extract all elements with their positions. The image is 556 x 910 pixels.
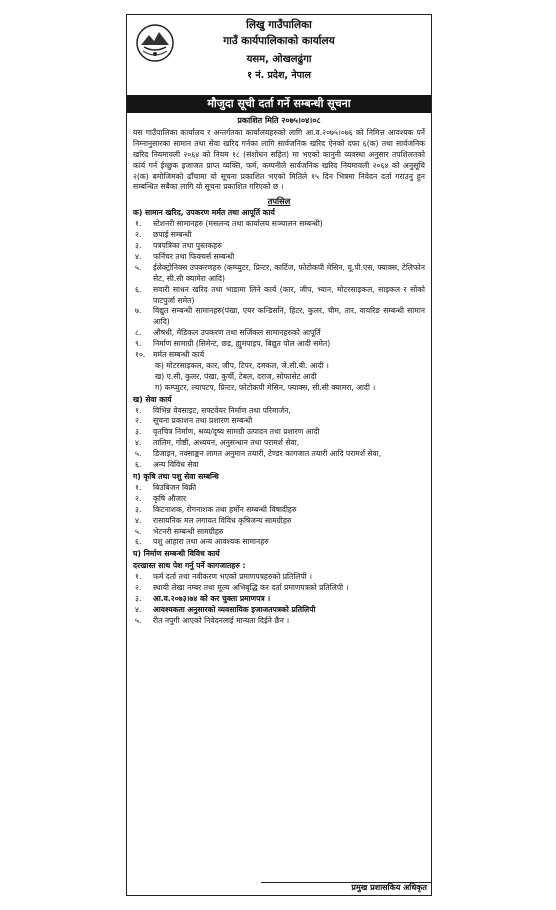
list-item [133,285,425,307]
list-item [133,449,425,460]
list-item-text: पशु आहारा तथा अन्य आवश्यक सामानहरु [153,537,269,547]
list-item-text: सवारी साधन खरिद तथा भाडामा लिने कार्य (कार, जीप, भ्यान, मोटरसाइकल, साइकल र सोको पाटपुर्जा समेत) [153,284,425,305]
section-kha-list [133,406,425,471]
list-item [133,230,425,241]
list-item [133,306,425,328]
list-item-text: आवश्यकता अनुसारको व्यवसायिक इजाजतपत्रको प्रतिलिपी [153,604,316,614]
list-item [133,537,425,548]
list-item [133,616,425,627]
list-item-number: ३. [135,240,142,250]
list-item [133,406,425,417]
list-item [133,594,425,605]
list-item-number: ४. [135,604,142,614]
list-item-number: ४. [135,438,142,448]
list-item-number: १०. [135,350,146,360]
intro-paragraph: यस गाउँपालिका कार्यालय र अन्तर्गतका कार्यालयहरुको लागि आ.व.२०७५।०७६ को निमित्त आवश्यक पर्ने निम्नानुसारका सामान तथा सेवा खरिद गर्नका लागि सार्वजनिक खरिद ऐनको दफा ६(क) तथा सार्वजनिक खरिद नियमावली २०६४ को नियम १८ (संशोधन सहित) मा भएको कानुनी व्यवस्था अनुसार तपशिलतको कार्य गर्न ईच्छुक इजाजत प्राप्त व्यक्ति, फर्म, कम्पनीले सार्वजनिक खरिद नियमावली २०६४ को अनुसूचि २(क) बमोजिमको ढाँचामा यो सूचना प्रकाशित भएको मितिले १५ दिन भित्रमा निवेदन दर्ता गराउनु हुन सम्बन्धित सबैका लागि यो सूचना प्रकाशित गरिएको छ । [133,127,425,192]
list-item-number: ५. [135,526,142,536]
header-office: गाउँ कार्यपालिकाको कार्यालय [223,35,335,47]
list-item-text: रासायनिक मल लगायत विविध कृषिजन्य सामग्रीहरु [153,515,292,525]
list-item [133,350,425,361]
list-item [133,527,425,538]
public-notice [126,14,432,896]
section-gha-heading: घ) निर्माण सम्बन्धी विविध कार्य [133,549,220,559]
list-item-text: वृतचित्र निर्माण, श्रव्य/दृष्य सामग्री उत्पादन तथा प्रशारण आदी [153,427,320,437]
list-item-number: १. [135,405,142,415]
list-subitem-text: ग) कम्प्युटर, ल्यापटप, प्रिन्टर, फोटोकपी मेसिन, फ्याक्स, सी.सी क्यामरा, आदी । [155,382,376,392]
list-item [133,438,425,449]
list-item [133,483,425,494]
header-municipality: लिखु गाउँपालिका [246,19,312,31]
list-item [133,339,425,350]
list-item [133,505,425,516]
list-item-text: औषधी, मेडिकल उपकरण तथा सर्जिकल सामानहरुको आपूर्ति [153,328,321,338]
schedule-title: तपसिल [267,196,291,207]
notice-title: मौजुदा सूची दर्ता गर्ने सम्बन्धी सूचना [127,95,431,113]
list-item-text: अन्य विविध सेवा [153,460,199,470]
list-subitem [133,361,425,372]
list-item-text: किटनाशक, रोगनाशक तथा हर्मोन सम्बन्धी विषादीहरु [153,504,297,514]
list-item-text: विभिन्न वेवसाइट, सफ्टवेयर निर्माण तथा परिमार्जन, [153,405,291,415]
list-item [133,416,425,427]
list-item-text: फर्म दर्ता तथा नवीकरण भएको प्रमाणपत्रहरुको प्रतिलिपी । [153,572,313,582]
list-item-number: ५. [135,262,142,272]
notice-header [127,15,431,95]
section-ga-list [133,483,425,548]
header-address: यसम, ओखलढुंगा [246,54,312,65]
list-item-text: रीत नपुगी आएको निवेदनलाई मान्यता दिईने छैन । [153,615,290,625]
section-ga-heading: ग) कृषि तथा पशु सेवा सम्बन्धि [133,472,219,481]
list-item [133,516,425,527]
list-item-number: ४. [135,515,142,525]
list-subitem [133,372,425,383]
list-subitem-text: ख) ए.सी, कुलर, पंखा, कुर्ची, टेबल, दराज, सोफासेट आदी [155,371,317,381]
list-item [133,427,425,438]
list-item-text: ईलेक्ट्रोनिक्स उपकरणहरु (कम्प्युटर, प्रिन्टर, कार्टिज, फोटोकपी मेसिन, यू.पी.एस, फ्याक्स, टेलिफोन सेट, सी.सी क्यामेरा आदि) [153,262,425,283]
list-item-number: ६. [135,537,142,547]
list-item-text: स्टेशनरी सामानहरु (मसलन्द तथा कार्यालय सञ्चालन सम्बन्धी) [153,219,323,229]
list-item-text: सूचना प्रकाशन तथा प्रशारण सम्बन्धी [153,416,253,426]
list-item-text: फर्निचर तथा फिक्चर्स सम्बन्धी [153,251,235,261]
list-item-text: निर्माण सामाग्री (सिमेन्ट, छड, ह्युमपाइप, बिद्युत पोल आदी समेत) [153,339,331,349]
section-ka-sublist [133,361,425,394]
header-province: १ नं. प्रदेश, नेपाल [247,70,311,81]
notice-body [127,113,431,627]
list-item-number: ९. [135,339,142,349]
list-item-number: ८. [135,328,142,338]
list-item-number: १. [135,572,142,582]
documents-list [133,572,425,627]
list-item [133,263,425,285]
list-item-text: छपाई सम्बन्धी [153,230,192,240]
signature: प्रमुख प्रशासकिय अधिकृत [351,883,427,892]
list-item-number: २. [135,583,142,593]
list-item-text: मर्मत सम्बन्धी कार्य [153,350,205,360]
documents-heading: दरखास्त साथ पेश गर्नु पर्ने कागजातहरु : [133,561,246,571]
published-date: प्रकाशित मिति २०७५।०४।०८ [237,116,321,125]
list-item [133,328,425,339]
list-item-number: ४. [135,251,142,261]
list-item [133,494,425,505]
list-item-number: ३. [135,504,142,514]
list-item-number: ६. [135,460,142,470]
list-item [133,605,425,616]
list-item-text: आ.व.२०७३।७४ को कर चुक्ता प्रमाणपत्र । [153,593,271,603]
list-item-number: ३. [135,427,142,437]
list-item-text: स्थायी लेखा नम्बर तथा मूल्य अभिबृद्धि कर दर्ता प्रमाणपत्रको प्रतिलिपी । [153,583,349,593]
list-item-text: बिउबिजन बिक्री [153,482,197,492]
list-item [133,583,425,594]
section-kha-heading: ख) सेवा कार्य [133,394,172,404]
list-item-number: ३. [135,593,142,603]
list-item-text: डिजाइन, नक्साङ्कन लागत अनुमान तयारी, टेण्डर कागजात तयारी आदि परामर्श सेवा, [153,449,382,459]
list-item [133,219,425,230]
list-item [133,241,425,252]
list-item-number: १. [135,482,142,492]
list-item-text: भेटनरी सम्बन्धी सामग्रीहरु [153,526,224,536]
list-item-text: विद्युत सम्बन्धी सामानहरु(पंखा, एयर कन्डिसनि, हिटर, कुलर, चीम, तार, वायरिङ सम्बन्धी सामान आदि) [153,306,425,327]
list-item [133,572,425,583]
list-item-number: १. [135,219,142,229]
list-item-number: २. [135,230,142,240]
list-subitem [133,383,425,394]
list-item-text: कृषि औजार [153,493,187,503]
list-item [133,252,425,263]
list-item-number: २. [135,493,142,503]
list-item-number: ७. [135,306,142,316]
section-ka-heading: क) सामान खरिद, उपकरण मर्मत तथा आपूर्ति कार्य [133,208,275,218]
list-item-number: ६. [135,284,142,294]
list-item-text: पत्रपत्रिका तथा पुस्तकहरु [153,240,222,250]
list-item-number: ५. [135,615,142,625]
section-ka-list [133,219,425,361]
list-item-number: ५. [135,449,142,459]
list-item-text: तालिम, गोष्ठी, अध्ययन, अनुसन्धान तथा परामर्श सेवा, [153,438,300,448]
list-subitem-text: क) मोटरसाइकल, कार, जीप, टिपर, दमकल, जे.सी.बी. आदी । [155,360,329,370]
list-item [133,460,425,471]
list-item-number: २. [135,416,142,426]
